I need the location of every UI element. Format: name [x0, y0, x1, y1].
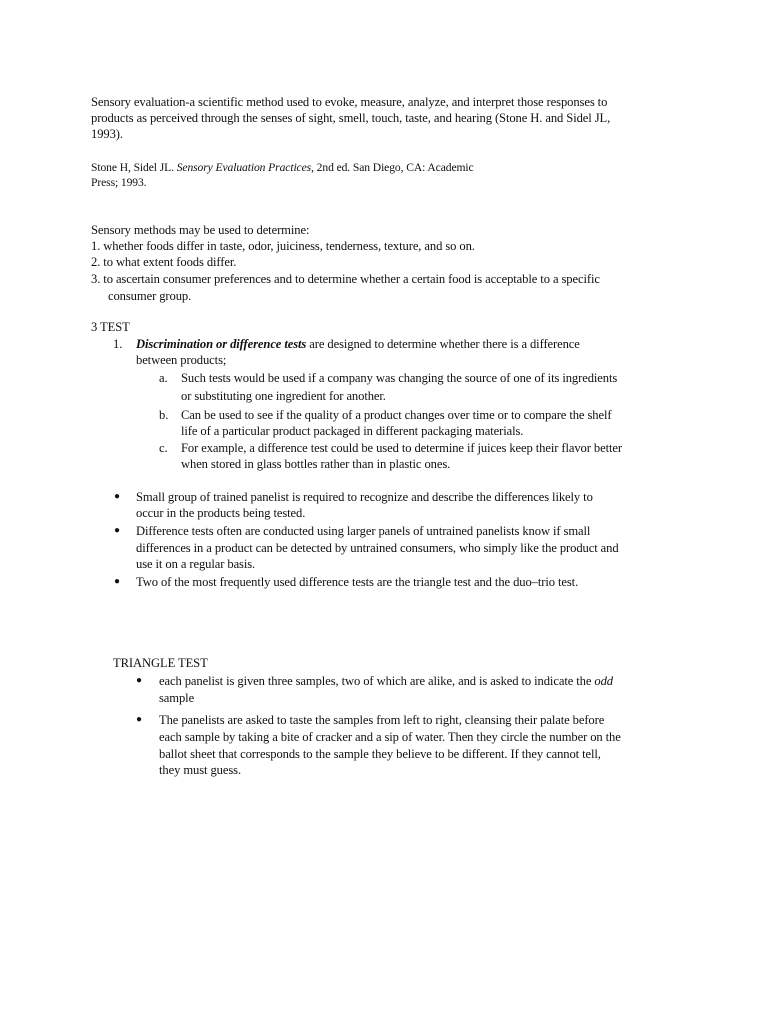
- three-test-heading: 3 TEST: [91, 320, 130, 334]
- sub-item-c-line-1: For example, a difference test could be used to determine if juices keep their flavor better: [181, 441, 622, 455]
- bullet-2-line-2: differences in a product can be detected by untrained consumers, who simply like the product and: [136, 541, 619, 555]
- methods-heading: Sensory methods may be used to determine:: [91, 223, 310, 237]
- sub-item-a-line-1: Such tests would be used if a company was changing the source of one of its ingredients: [181, 371, 618, 385]
- bullet-2-line-3: use it on a regular basis.: [136, 557, 256, 571]
- odd-term: odd: [594, 674, 613, 688]
- three-test-item-1-cont: between products;: [136, 353, 227, 367]
- citation-authors: Stone H, Sidel JL.: [91, 161, 177, 174]
- bullet-icon: ●: [136, 714, 143, 725]
- triangle-bullet-1-text: each panelist is given three samples, two of which are alike, and is asked to indicate the: [159, 674, 595, 688]
- list-number-1: 1.: [113, 337, 123, 351]
- sub-item-c-line-2: when stored in glass bottles rather than in plastic ones.: [181, 457, 451, 471]
- intro-line-1: Sensory evaluation-a scientific method used to evoke, measure, analyze, and interpret those responses to: [91, 95, 608, 109]
- triangle-test-heading: TRIANGLE TEST: [113, 656, 208, 670]
- bullet-1-line-1: Small group of trained panelist is required to recognize and describe the differences likely to: [136, 490, 593, 504]
- bullet-2-line-1: Difference tests often are conducted using larger panels of untrained panelists know if small: [136, 524, 591, 538]
- citation-book-title: Sensory Evaluation Practices: [176, 161, 312, 174]
- methods-item-1: 1. whether foods differ in taste, odor, juiciness, tenderness, texture, and so on.: [91, 239, 475, 253]
- intro-line-3: 1993).: [91, 127, 123, 141]
- sub-marker-b: b.: [159, 408, 169, 422]
- citation-publisher: , 2nd ed. San Diego, CA: Academic: [311, 161, 474, 174]
- discrimination-tests-desc: are designed to determine whether there is a difference: [306, 337, 580, 351]
- three-test-item-1: [136, 336, 580, 352]
- sub-item-b-line-1: Can be used to see if the quality of a product changes over time or to compare the shelf: [181, 408, 612, 422]
- triangle-bullet-1-line-2: sample: [159, 691, 195, 705]
- bullet-icon: ●: [136, 675, 143, 686]
- triangle-bullet-2-line-2: each sample by taking a bite of cracker and a sip of water. Then they circle the number on the: [159, 730, 621, 744]
- methods-item-3: 3. to ascertain consumer preferences and to determine whether a certain food is acceptable to a specific: [91, 272, 600, 286]
- bullet-icon: ●: [114, 491, 121, 502]
- sub-item-a-line-2: or substituting one ingredient for another.: [181, 389, 386, 403]
- triangle-bullet-1-line-1: [159, 673, 613, 689]
- methods-item-3-cont: consumer group.: [108, 289, 192, 303]
- methods-item-2: 2. to what extent foods differ.: [91, 255, 237, 269]
- bullet-3-line-1: Two of the most frequently used difference tests are the triangle test and the duo–trio test.: [136, 575, 579, 589]
- bullet-icon: ●: [114, 525, 121, 536]
- triangle-bullet-2-line-4: they must guess.: [159, 763, 242, 777]
- sub-marker-c: c.: [159, 441, 168, 455]
- citation-line-1: [91, 160, 474, 175]
- sub-marker-a: a.: [159, 371, 168, 385]
- discrimination-tests-term: Discrimination or difference tests: [136, 337, 307, 351]
- bullet-icon: ●: [114, 576, 121, 587]
- bullet-1-line-2: occur in the products being tested.: [136, 506, 306, 520]
- citation-line-2: Press; 1993.: [91, 176, 147, 189]
- triangle-bullet-2-line-3: ballot sheet that corresponds to the sample they believe to be different. If they cannot tell,: [159, 747, 601, 761]
- sub-item-b-line-2: life of a particular product packaged in different packaging materials.: [181, 424, 524, 438]
- triangle-bullet-2-line-1: The panelists are asked to taste the samples from left to right, cleansing their palate before: [159, 713, 605, 727]
- intro-line-2: products as perceived through the senses of sight, smell, touch, taste, and hearing (Stone H. and Sidel JL,: [91, 111, 611, 125]
